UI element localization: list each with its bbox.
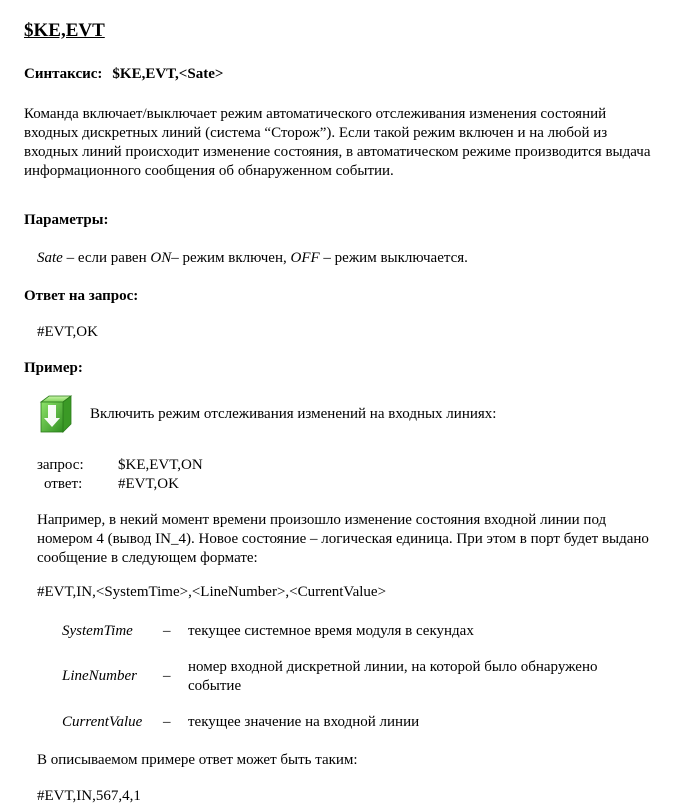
answer-value: #EVT,OK (37, 324, 98, 340)
param-on: ON (150, 250, 172, 266)
definition-text: номер входной дискретной линии, на которой было обнаружено событие (188, 659, 598, 694)
definition-dash: – (163, 623, 171, 639)
response-value: #EVT,OK (118, 476, 179, 492)
param-off: OFF (290, 250, 320, 266)
answer-heading: Ответ на запрос: (24, 288, 139, 304)
response-label: ответ: (44, 476, 83, 492)
definition-dash: – (163, 668, 171, 684)
description-paragraph: Команда включает/выключает режим автоматического отслеживания изменения состояний входных дискретных линий (система “Сторож”). Если такой режим включен и на любой из входных линий происходит изменение состояния, в автоматическом режиме производится выдача информационного сообщения об обнаруженном событии. (24, 106, 651, 179)
example-intro: Включить режим отслеживания изменений на входных линиях: (90, 406, 497, 422)
request-label: запрос: (37, 457, 84, 473)
syntax-label: Синтаксис: (24, 66, 103, 82)
green-download-box-icon (35, 394, 75, 434)
param-name: Sate (37, 250, 63, 266)
request-value: $KE,EVT,ON (118, 457, 203, 473)
definition-term: CurrentValue (62, 714, 143, 730)
param-text-2: – режим включен, (171, 250, 287, 266)
syntax-line (24, 65, 223, 84)
example-note: Например, в некий момент времени произошло изменение состояния входной линии под номером 4 (вывод IN_4). Новое состояние – логическая единица. При этом в порт будет выдано сообщение в следующем формате: (37, 512, 649, 566)
definition-text: текущее значение на входной линии (188, 714, 420, 730)
final-example-value: #EVT,IN,567,4,1 (37, 788, 141, 804)
definition-text: текущее системное время модуля в секундах (188, 623, 474, 639)
syntax-command: $KE,EVT,<Sate> (112, 66, 224, 82)
definition-term: LineNumber (62, 668, 137, 684)
definition-dash: – (163, 714, 171, 730)
param-dash: – (66, 250, 75, 266)
parameter-sate-line (37, 249, 468, 268)
param-text-1: если равен (77, 250, 147, 266)
definition-term: SystemTime (62, 623, 133, 639)
command-title: $KE,EVT (24, 20, 105, 41)
parameters-heading: Параметры: (24, 212, 109, 228)
message-format: #EVT,IN,<SystemTime>,<LineNumber>,<CurrentValue> (37, 584, 387, 600)
param-text-3: – режим выключается. (323, 250, 468, 266)
final-example-text: В описываемом примере ответ может быть таким: (37, 752, 358, 768)
example-heading: Пример: (24, 360, 83, 376)
